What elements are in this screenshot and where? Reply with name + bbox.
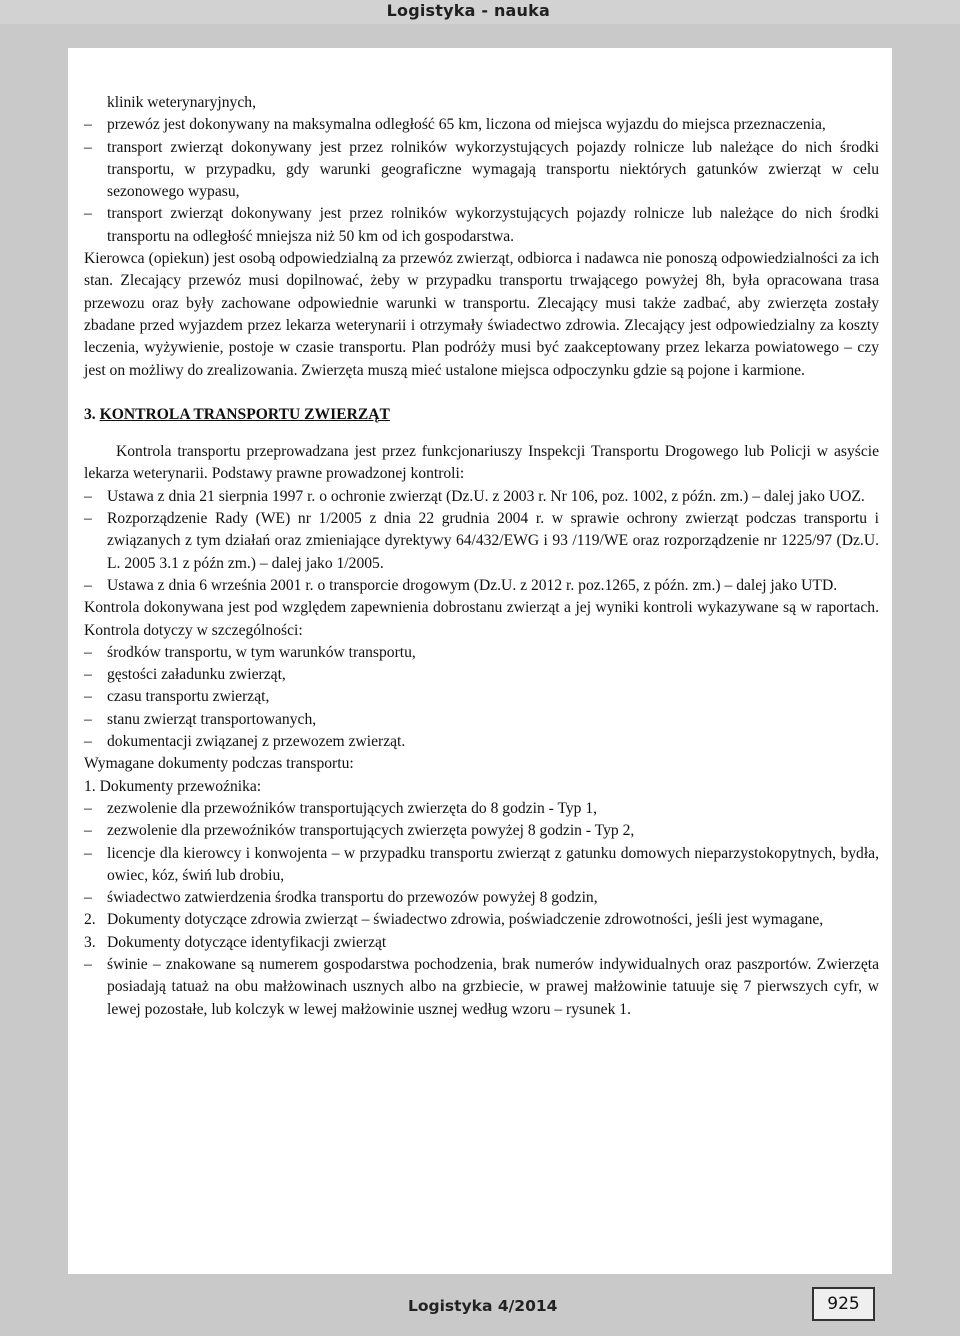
paragraph: Kontrola dokonywana jest pod względem zapewnienia dobrostanu zwierząt a jej wyniki kontroli wykazywane są w raportach. Kontrola dotyczy w szczególności: <box>84 599 879 639</box>
running-head: Logistyka - nauka <box>386 1 550 20</box>
list-item: – gęstości załadunku zwierząt, <box>84 664 879 686</box>
list-item: – licencje dla kierowcy i konwojenta – w przypadku transportu zwierząt z gatunku domowych nieparzystokopytnych, bydła, owiec, kóz, świń lub drobiu, <box>84 843 879 888</box>
list-item: – stanu zwierząt transportowanych, <box>84 709 879 731</box>
paragraph: Kontrola transportu przeprowadzana jest przez funkcjonariuszy Inspekcji Transportu Drogowego lub Policji w asyście lekarza weterynarii. Podstawy prawne prowadzonej kontroli: <box>84 443 879 483</box>
doc-group-number: 1. <box>84 777 96 795</box>
docs-intro: Wymagane dokumenty podczas transportu: <box>84 755 354 773</box>
section-heading <box>84 404 879 426</box>
list-item: – Ustawa z dnia 6 września 2001 r. o transporcie drogowym (Dz.U. z 2012 r. poz.1265, z późn. zm.) – dalej jako UTD. <box>84 575 879 597</box>
list-item: – transport zwierząt dokonywany jest przez rolników wykorzystujących pojazdy rolnicze lub należące do nich środki transportu, w przypadku, gdy warunki geograficzne wymagają transportu niektórych gatunków zwierząt w celu sezonowego wypasu, <box>84 137 879 204</box>
journal-footer: Logistyka 4/2014 <box>408 1297 558 1315</box>
paragraph: Kierowca (opiekun) jest osobą odpowiedzialną za przewóz zwierząt, odbiorca i nadawca nie ponoszą odpowiedzialności za ich stan. Zlecający przewóz musi dopilnować, żeby w przypadku transportu trwającego powyżej 8h, była opracowana trasa przewozu oraz były zachowane odpowiednie warunki w transportu. Zlecający musi także zadbać, aby zwierzęta zostały zbadane przed wyjazdem przez lekarza weterynarii i otrzymały świadectwo zdrowia. Zlecający jest odpowiedzialny za koszty leczenia, wyżywienie, postoje w czasie transportu. Plan podróży musi być zaakceptowany przez lekarza powiatowego – czy jest on możliwy do zrealizowania. Zwierzęta muszą mieć ustalone miejsca odpoczynku gdzie są pojone i karmione. <box>84 250 879 379</box>
list-item: – środków transportu, w tym warunków transportu, <box>84 642 879 664</box>
doc-group-heading <box>84 909 879 931</box>
list-item: klinik weterynaryjnych, <box>107 94 256 111</box>
list-item: – dokumentacji związanej z przewozem zwierząt. <box>84 731 879 753</box>
doc-group-heading <box>84 776 879 798</box>
doc-group-heading <box>84 932 879 954</box>
list-item: – Ustawa z dnia 21 sierpnia 1997 r. o ochronie zwierząt (Dz.U. z 2003 r. Nr 106, poz. 1002, z późn. zm.) – dalej jako UOZ. <box>84 486 879 508</box>
article-body <box>84 92 879 1021</box>
list-item: – świnie – znakowane są numerem gospodarstwa pochodzenia, brak numerów indywidualnych oraz paszportów. Zwierzęta posiadają tatuaż na obu małżowinach usznych albo na grzbiecie, w prawej małżowinie tatuuje się 7 pierwszych cyfr, w lewej pozostałe, lub kolczyk w lewej małżowinie usznej według wzoru – rysunek 1. <box>84 954 879 1021</box>
doc-group-number: 2. <box>84 911 96 929</box>
list-item: – zezwolenie dla przewoźników transportujących zwierzęta do 8 godzin - Typ 1, <box>84 798 879 820</box>
list-item: – czasu transportu zwierząt, <box>84 686 879 708</box>
doc-group-number: 3. <box>84 933 96 951</box>
list-item: – transport zwierząt dokonywany jest przez rolników wykorzystujących pojazdy rolnicze lub należące do nich środki transportu na odległość mniejsza niż 50 km od ich gospodarstwa. <box>84 203 879 248</box>
doc-group-title: Dokumenty dotyczące zdrowia zwierząt – świadectwo zdrowia, poświadczenie zdrowotności, jeśli jest wymagane, <box>107 911 824 929</box>
list-item: – świadectwo zatwierdzenia środka transportu do przewozów powyżej 8 godzin, <box>84 887 879 909</box>
list-item: – Rozporządzenie Rady (WE) nr 1/2005 z dnia 22 grudnia 2004 r. w sprawie ochrony zwierząt podczas transportu i związanych z tym działań oraz zmieniające dyrektywy 64/432/EWG i 93 /119/WE oraz rozporządzenie nr 1225/97 (Dz.U. L. 2005 3.1 z późn zm.) – dalej jako 1/2005. <box>84 508 879 575</box>
list-item: – przewóz jest dokonywany na maksymalna odległość 65 km, liczona od miejsca wyjazdu do miejsca przeznaczenia, <box>84 114 879 136</box>
page-number: 925 <box>812 1287 875 1321</box>
list-item: – zezwolenie dla przewoźników transportujących zwierzęta powyżej 8 godzin - Typ 2, <box>84 820 879 842</box>
section-title: KONTROLA TRANSPORTU ZWIERZĄT <box>99 405 390 423</box>
doc-group-title: Dokumenty dotyczące identyfikacji zwierząt <box>107 933 387 951</box>
section-number: 3. <box>84 405 96 423</box>
doc-group-title: Dokumenty przewoźnika: <box>99 777 262 795</box>
page-sheet <box>68 48 892 1274</box>
